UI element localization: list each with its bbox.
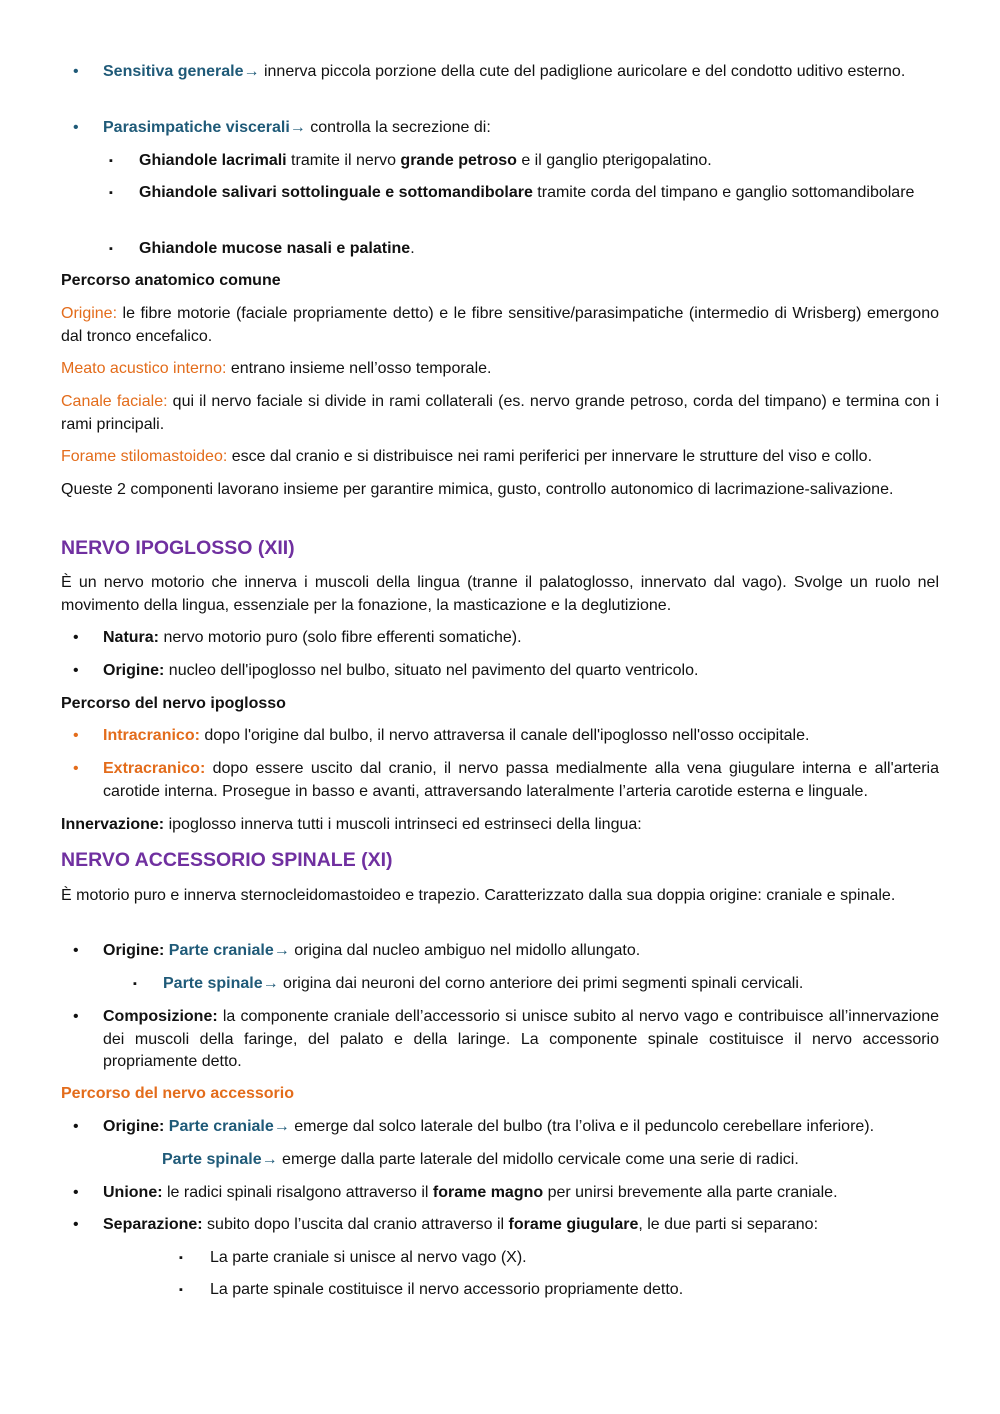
text: tramite corda del timpano e ganglio sottomandibolare	[532, 184, 915, 201]
term: forame magno	[432, 1184, 544, 1201]
list-item-parte-spinale	[61, 973, 939, 996]
section-heading: Percorso del nervo accessorio	[61, 1085, 294, 1102]
list-item-natura	[61, 627, 939, 650]
part-label: Parte spinale	[163, 975, 263, 992]
square-bullet-icon: ▪	[109, 243, 113, 255]
list-item-origine	[61, 660, 939, 683]
text: ipoglosso innerva tutti i muscoli intrinseci ed estrinseci della lingua:	[164, 816, 642, 833]
list-item-lacrimali	[61, 150, 939, 173]
section-heading: Percorso del nervo ipoglosso	[61, 695, 286, 712]
text: nervo motorio puro (solo fibre efferenti somatiche).	[159, 629, 522, 646]
paragraph-parte-spinale	[162, 1149, 939, 1172]
arrow-icon: →	[262, 975, 279, 992]
text: dopo essere uscito dal cranio, il nervo passa medialmente alla vena giugulare interna e all'arteria carotide interna. Prosegue in basso e avanti, attraversando lateralmente l’arteria carotide esterna e linguale.	[103, 760, 939, 800]
bullet-icon: •	[73, 1184, 79, 1201]
label: Sensitiva generale	[103, 63, 244, 80]
arrow-icon: →	[273, 1118, 290, 1135]
list-item-intracranico	[61, 725, 939, 748]
list-item-origine-accessorio	[61, 940, 939, 963]
text: innerva piccola porzione della cute del padiglione auricolare e del condotto uditivo esterno.	[259, 63, 906, 80]
label: Origine:	[103, 942, 165, 959]
text: origina dal nucleo ambiguo nel midollo allungato.	[289, 942, 641, 959]
label: Innervazione:	[61, 816, 165, 833]
list-item-salivari	[61, 182, 939, 205]
list-item-origine-percorso	[61, 1116, 939, 1139]
paragraph-intro-accessorio: È motorio puro e innerva sternocleidomastoideo e trapezio. Caratterizzato dalla sua doppia origine: craniale e spinale.	[61, 887, 896, 904]
term: forame giugulare	[508, 1216, 639, 1233]
label: Canale faciale	[61, 393, 164, 410]
list-item-separazione	[61, 1214, 939, 1237]
text: tramite il nervo	[286, 152, 401, 169]
label: Origine:	[103, 662, 165, 679]
square-bullet-icon: ▪	[179, 1284, 183, 1296]
section-title-ipoglosso: NERVO IPOGLOSSO (XII)	[61, 537, 295, 559]
bullet-icon: •	[73, 727, 79, 744]
label: Meato acustico interno	[61, 360, 222, 377]
label: Unione:	[103, 1184, 163, 1201]
text: dopo l'origine dal bulbo, il nervo attraversa il canale dell'ipoglosso nell'osso occipitale.	[199, 727, 810, 744]
label: Composizione:	[103, 1008, 218, 1025]
term: Ghiandole mucose nasali e palatine	[139, 240, 411, 257]
term: Ghiandole lacrimali	[139, 152, 287, 169]
text: emerge dalla parte laterale del midollo cervicale come una serie di radici.	[277, 1151, 799, 1168]
section-title-accessorio: NERVO ACCESSORIO SPINALE (XI)	[61, 849, 393, 871]
square-bullet-icon: ▪	[133, 978, 137, 990]
paragraph-canale: Canale faciale: qui il nervo faciale si divide in rami collaterali (es. nervo grande petroso, corda del timpano) e termina con i rami principali.	[61, 393, 939, 433]
text: .	[410, 240, 415, 257]
label: Forame stilomastoideo	[61, 448, 223, 465]
paragraph-meato: Meato acustico interno: entrano insieme nell’osso temporale.	[61, 360, 492, 377]
text: esce dal cranio e si distribuisce nei rami periferici per innervare le strutture del viso e collo.	[227, 448, 873, 465]
list-item-extracranico	[61, 758, 939, 803]
arrow-icon: →	[261, 1151, 278, 1168]
text: subito dopo l’uscita dal cranio attraverso il	[202, 1216, 509, 1233]
square-bullet-icon: ▪	[109, 155, 113, 167]
text: le radici spinali risalgono attraverso il	[162, 1184, 433, 1201]
square-bullet-icon: ▪	[109, 187, 113, 199]
list-item-sub1	[61, 1247, 939, 1270]
list-item-composizione	[61, 1006, 939, 1074]
bullet-icon: •	[73, 629, 79, 646]
text: La parte craniale si unisce al nervo vago (X).	[210, 1249, 527, 1266]
list-item-unione	[61, 1182, 939, 1205]
list-item-sensitiva	[61, 61, 939, 84]
label: Separazione:	[103, 1216, 203, 1233]
term: grande petroso	[400, 152, 517, 169]
label: Intracranico:	[103, 727, 200, 744]
list-item-sub2	[61, 1279, 939, 1302]
bullet-icon: •	[73, 1216, 79, 1233]
text: controlla la secrezione di:	[305, 119, 491, 136]
part-label: Parte spinale	[162, 1151, 262, 1168]
paragraph-componenti: Queste 2 componenti lavorano insieme per garantire mimica, gusto, controllo autonomico di lacrimazione-salivazione.	[61, 481, 894, 498]
text: e il ganglio pterigopalatino.	[516, 152, 712, 169]
text: nucleo dell'ipoglosso nel bulbo, situato nel pavimento del quarto ventricolo.	[164, 662, 699, 679]
paragraph-intro-ipoglosso: È un nervo motorio che innerva i muscoli della lingua (tranne il palatoglosso, innervato dal vago). Svolge un ruolo nel movimento della lingua, essenziale per la fonazione, la masticazione e la deglutizione.	[61, 574, 939, 614]
list-item-parasimpatiche	[61, 117, 939, 140]
text: origina dai neuroni del corno anteriore dei primi segmenti spinali cervicali.	[278, 975, 804, 992]
paragraph-forame: Forame stilomastoideo: esce dal cranio e si distribuisce nei rami periferici per innervare le strutture del viso e collo.	[61, 448, 873, 465]
bullet-icon: •	[73, 1008, 79, 1025]
label: Parasimpatiche viscerali	[103, 119, 290, 136]
arrow-icon: →	[273, 942, 290, 959]
text: La parte spinale costituisce il nervo accessorio propriamente detto.	[210, 1281, 684, 1298]
arrow-icon: →	[243, 63, 260, 80]
bullet-icon: •	[73, 760, 79, 777]
label: Extracranico:	[103, 760, 206, 777]
text: entrano insieme nell’osso temporale.	[226, 360, 492, 377]
label: Origine	[61, 305, 113, 322]
text: per unirsi brevemente alla parte craniale.	[543, 1184, 838, 1201]
text: la componente craniale dell’accessorio si unisce subito al nervo vago e contribuisce all’innervazione dei muscoli della faringe, del palato e della laringe. La componente spinale costituisce il nervo accessorio propriamente detto.	[103, 1008, 939, 1070]
bullet-icon: •	[73, 1118, 79, 1135]
term: Ghiandole salivari sottolinguale e sottomandibolare	[139, 184, 533, 201]
text: emerge dal solco laterale del bulbo (tra l’oliva e il peduncolo cerebellare inferiore).	[289, 1118, 875, 1135]
bullet-icon: •	[73, 942, 79, 959]
bullet-icon: •	[73, 662, 79, 679]
paragraph-origine: Origine: le fibre motorie (faciale propriamente detto) e le fibre sensitive/parasimpatiche (intermedio di Wrisberg) emergono dal tronco encefalico.	[61, 305, 939, 345]
list-item-mucose	[61, 238, 939, 261]
part-label: Parte craniale	[168, 942, 274, 959]
label: Origine:	[103, 1118, 165, 1135]
arrow-icon: →	[289, 119, 306, 136]
part-label: Parte craniale	[168, 1118, 274, 1135]
label: Natura:	[103, 629, 160, 646]
square-bullet-icon: ▪	[179, 1252, 183, 1264]
bullet-icon: •	[73, 63, 79, 80]
bullet-icon: •	[73, 119, 79, 136]
text: qui il nervo faciale si divide in rami collaterali (es. nervo grande petroso, corda del timpano) e termina con i rami principali.	[61, 393, 939, 433]
text: le fibre motorie (faciale propriamente detto) e le fibre sensitive/parasimpatiche (intermedio di Wrisberg) emergono dal tronco encefalico.	[61, 305, 939, 345]
text: , le due parti si separano:	[638, 1216, 819, 1233]
paragraph-innervazione	[61, 814, 939, 837]
section-heading: Percorso anatomico comune	[61, 272, 281, 289]
